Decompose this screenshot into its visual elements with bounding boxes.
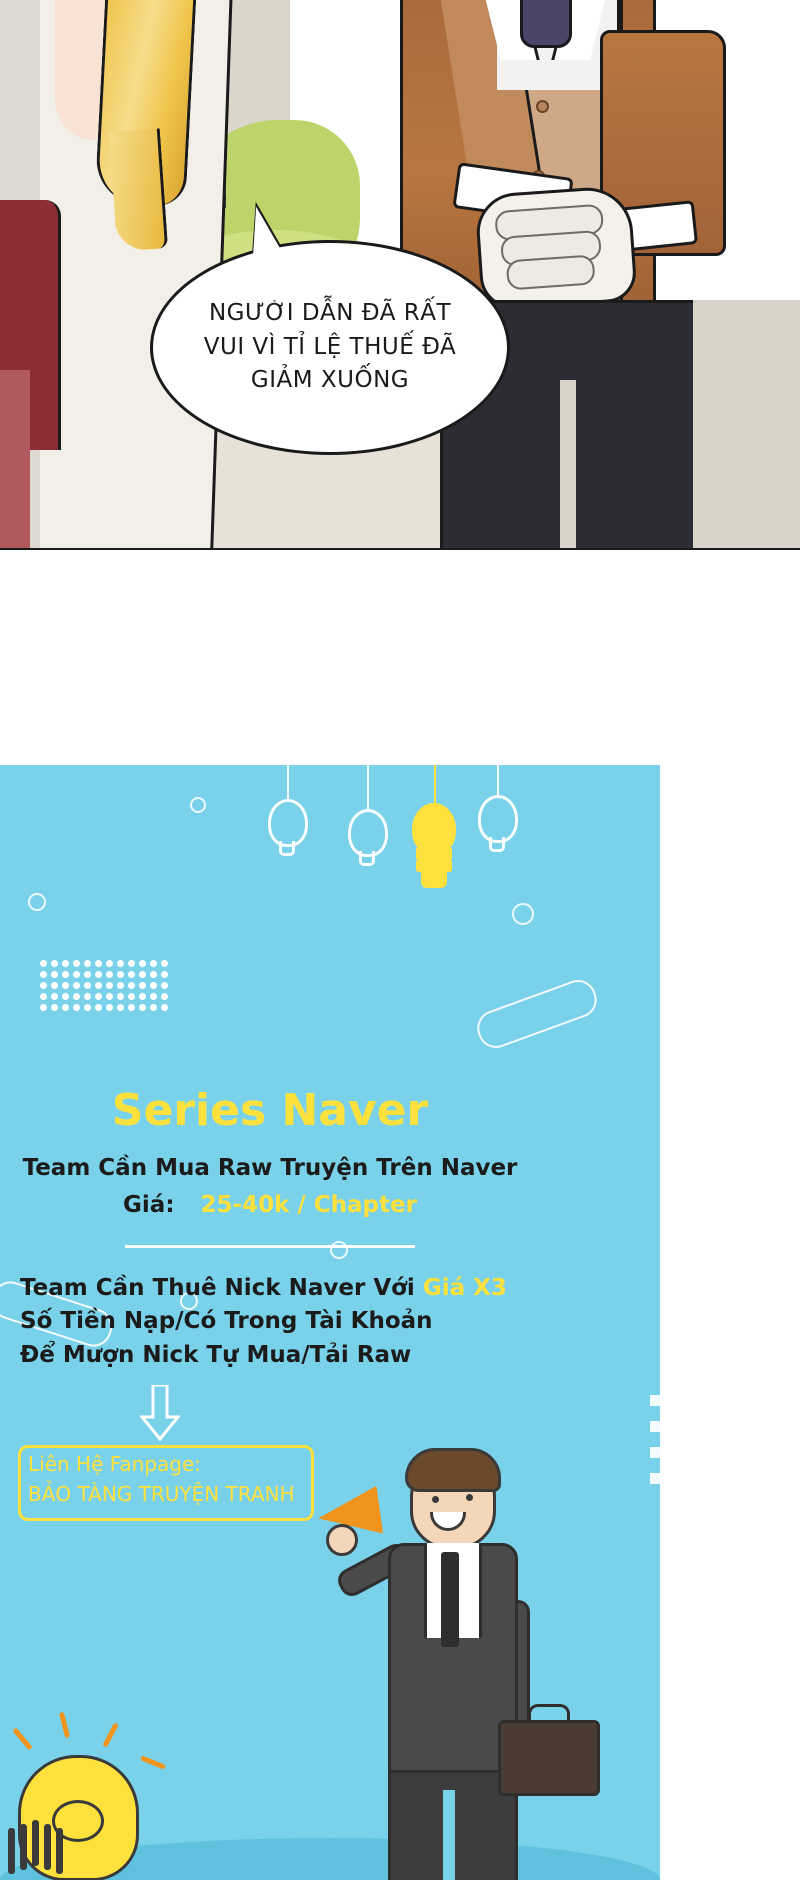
decor-dot [73, 1004, 80, 1011]
decor-dot [128, 960, 135, 967]
decor-dot [84, 1004, 91, 1011]
decor-dot [62, 993, 69, 1000]
decor-dot [40, 971, 47, 978]
ad-divider [125, 1245, 415, 1248]
decor-checker-cell [728, 1395, 739, 1406]
speech-line-1: NGƯỜI DẪN ĐÃ RẤT [208, 300, 452, 327]
decor-checker-cell [715, 1486, 726, 1497]
decor-circle-2 [28, 893, 46, 911]
decor-checker-cell [702, 1421, 713, 1432]
decor-dot [128, 971, 135, 978]
ad-rent-price-highlight: Giá X3 [422, 1275, 507, 1301]
decor-dot [117, 982, 124, 989]
decor-dot [139, 1004, 146, 1011]
decor-checker-cell [663, 1460, 674, 1471]
ad-price-label: Giá: [123, 1192, 175, 1218]
decor-checker-cell [702, 1473, 713, 1484]
decor-checker-cell [650, 1421, 661, 1432]
lightbulb-icon-3 [478, 765, 518, 870]
decor-dot [73, 971, 80, 978]
decor-dot [161, 982, 168, 989]
decor-stripe [44, 1824, 51, 1870]
ad-buy-line: Team Cần Mua Raw Truyện Trên Naver [22, 1155, 518, 1181]
decor-checker-cell [689, 1434, 700, 1445]
decor-dot [51, 1004, 58, 1011]
decor-dot [84, 982, 91, 989]
decor-dot [117, 1004, 124, 1011]
decor-checker-cell [715, 1408, 726, 1419]
decor-dot [128, 1004, 135, 1011]
decor-circle-5 [330, 1241, 348, 1259]
comic-panel [0, 0, 800, 550]
mascot-eye-right [466, 1494, 473, 1501]
ad-title: Series Naver [111, 1085, 429, 1136]
decor-checker-cell [663, 1486, 674, 1497]
decor-dot [51, 993, 58, 1000]
speech-line-2: VUI VÌ TỈ LỆ THUẾ ĐÃ [203, 333, 457, 360]
decor-checker-cell [676, 1421, 687, 1432]
decor-circle-1 [190, 797, 206, 813]
decor-dot [150, 993, 157, 1000]
decor-dot [62, 982, 69, 989]
decor-dot [40, 1004, 47, 1011]
decor-dot [84, 960, 91, 967]
lightbulb-icon-1 [268, 765, 308, 875]
decor-dot [106, 982, 113, 989]
mascot-hand [326, 1524, 358, 1556]
decor-dot [95, 971, 102, 978]
decor-checker-cell [650, 1473, 661, 1484]
decor-tube-1 [472, 975, 602, 1053]
decor-checker-cell [741, 1486, 752, 1497]
decor-checker-cell [702, 1395, 713, 1406]
finger-3 [506, 254, 596, 290]
decor-checker-cell [728, 1447, 739, 1458]
decor-dot [84, 971, 91, 978]
decor-stripe [56, 1828, 63, 1874]
decor-stripe [8, 1828, 15, 1874]
page-white-space [0, 551, 800, 765]
decor-dot [84, 993, 91, 1000]
trouser-gap [560, 380, 576, 550]
decor-stripe [32, 1820, 39, 1866]
decor-checker-cell [728, 1421, 739, 1432]
decor-dot [40, 993, 47, 1000]
speech-line-3: GIẢM XUỐNG [250, 367, 410, 394]
ad-rent-line-1-text: Team Cần Thuê Nick Naver Với [20, 1275, 423, 1301]
decor-dot [106, 960, 113, 967]
decor-checker-cell [728, 1473, 739, 1484]
decor-checker-cell [741, 1408, 752, 1419]
decor-dot [161, 1004, 168, 1011]
decor-checker-cell [676, 1395, 687, 1406]
contact-label: Liên Hệ Fanpage: [28, 1452, 202, 1476]
decor-dot [95, 960, 102, 967]
decor-dot [117, 971, 124, 978]
decor-dot [161, 960, 168, 967]
decor-dot [139, 993, 146, 1000]
ad-price-row [0, 1192, 540, 1218]
lightbulb-icon-highlight [412, 765, 458, 915]
decor-dot [161, 993, 168, 1000]
decor-dot [128, 982, 135, 989]
speech-bubble-tail [240, 202, 308, 303]
decor-checker-cell [689, 1460, 700, 1471]
decor-checker-cell [663, 1408, 674, 1419]
character-right-clasped-hands [474, 185, 638, 312]
contact-fanpage-name: BẢO TÀNG TRUYỆN TRANH [28, 1482, 295, 1506]
decor-dot [73, 960, 80, 967]
mascot-leg-gap [443, 1790, 455, 1880]
decor-dot [106, 1004, 113, 1011]
decor-dot [51, 982, 58, 989]
decor-checker-cell [650, 1447, 661, 1458]
arrow-down-icon [140, 1385, 180, 1446]
decor-stripe [20, 1824, 27, 1870]
decor-checker-cell [650, 1395, 661, 1406]
decor-dot [51, 960, 58, 967]
decor-checker-cell [741, 1460, 752, 1471]
decor-dot [40, 960, 47, 967]
decor-dot [106, 971, 113, 978]
decor-dot [150, 971, 157, 978]
decor-checker-cell [715, 1434, 726, 1445]
decor-checker-cell [689, 1408, 700, 1419]
decor-dot [139, 982, 146, 989]
decor-checker-cell [676, 1473, 687, 1484]
decor-dot [51, 971, 58, 978]
decor-dot [95, 982, 102, 989]
decor-dot [106, 993, 113, 1000]
decor-dot [40, 982, 47, 989]
lightbulb-icon-2 [348, 765, 388, 885]
decor-dot [62, 1004, 69, 1011]
decor-dot [117, 993, 124, 1000]
speech-bubble [150, 240, 510, 455]
ad-rent-block [20, 1272, 540, 1372]
decor-dot [95, 993, 102, 1000]
decor-dot [62, 960, 69, 967]
decor-checker-cell [715, 1460, 726, 1471]
decor-checker-cell [676, 1447, 687, 1458]
decor-dot [117, 960, 124, 967]
decor-dot [139, 960, 146, 967]
character-left-hair-strand [109, 128, 168, 251]
decor-dot [150, 960, 157, 967]
page-right-margin [660, 765, 800, 1880]
ad-rent-line-3: Để Mượn Nick Tự Mua/Tải Raw [20, 1341, 412, 1368]
decor-checker-cell [663, 1434, 674, 1445]
mascot-tie [441, 1552, 459, 1647]
coat-button-1 [536, 100, 549, 113]
decor-dot [128, 993, 135, 1000]
speech-bubble-text [170, 297, 490, 397]
decor-dot [161, 971, 168, 978]
decor-checker-grid [650, 1395, 760, 1505]
panel-bottom-border [0, 548, 800, 550]
decor-dot [73, 982, 80, 989]
decor-dot-grid [40, 960, 180, 1015]
decor-dot [150, 982, 157, 989]
decor-checker-cell [689, 1486, 700, 1497]
decor-dot [95, 1004, 102, 1011]
mascot-eye-left [432, 1496, 439, 1503]
character-left-red-garment-lower [0, 370, 30, 550]
ad-price-value: 25-40k / Chapter [200, 1192, 417, 1218]
decor-dot [150, 1004, 157, 1011]
briefcase-icon [498, 1720, 600, 1796]
decor-checker-cell [741, 1434, 752, 1445]
character-right-tie-knot [520, 0, 572, 48]
ad-rent-line-2: Số Tiền Nạp/Có Trong Tài Khoản [20, 1308, 433, 1335]
decor-dot [73, 993, 80, 1000]
decor-dot [139, 971, 146, 978]
mascot-hair [405, 1448, 501, 1492]
decor-dot [62, 971, 69, 978]
decor-checker-cell [702, 1447, 713, 1458]
ad-rent-line-1 [20, 1272, 540, 1305]
decor-circle-3 [512, 903, 534, 925]
